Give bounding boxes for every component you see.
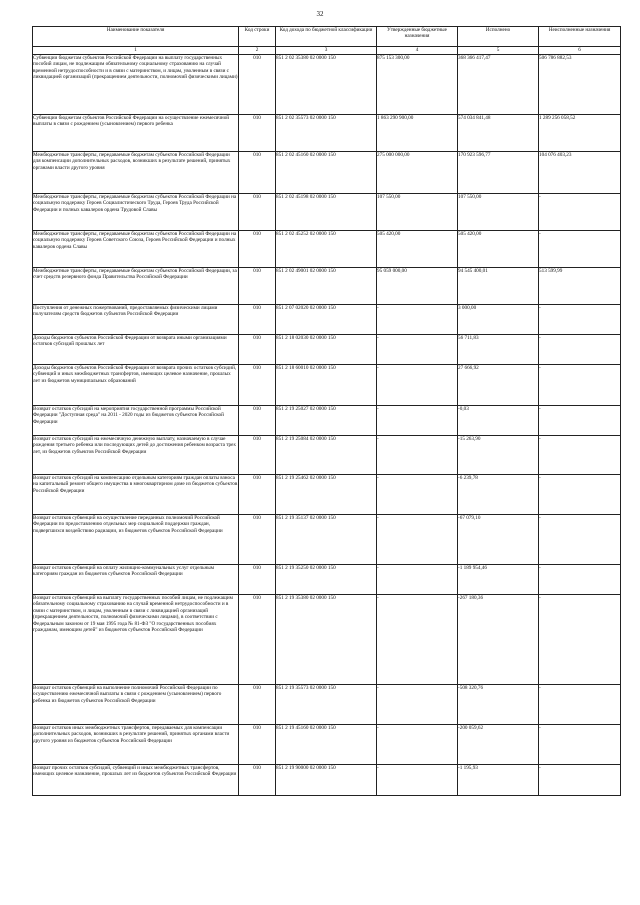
row-approved: - (377, 515, 458, 565)
row-line-code: 010 (239, 194, 276, 231)
page-number: 32 (316, 10, 324, 18)
row-remaining: - (539, 231, 621, 268)
row-line-code: 010 (239, 115, 276, 152)
row-income-code: 851 2 19 45160 02 0000 150 (276, 725, 377, 765)
row-income-code: 851 2 19 25084 02 0000 150 (276, 436, 377, 475)
row-executed: 107 550,00 (458, 194, 539, 231)
table-row (33, 436, 621, 475)
row-remaining: - (539, 406, 621, 436)
table-row (33, 685, 621, 725)
row-line-code: 010 (239, 436, 276, 475)
table-row (33, 565, 621, 595)
row-line-code: 010 (239, 725, 276, 765)
column-index: 6 (539, 47, 621, 55)
row-executed: 56 711,83 (458, 335, 539, 365)
row-approved: - (377, 475, 458, 515)
table-row (33, 406, 621, 436)
row-remaining: - (539, 335, 621, 365)
row-remaining: - (539, 305, 621, 335)
row-name: Субвенции бюджетам субъектов Российской Федерации на выплату государственных пособий лицам, не подлежащим обязательному социальному страхованию на случай временной нетрудоспособности и в связи с материнством, и лицам, уволенным в связи с ликвидацией организаций (прекращением деятельности, полномочий физическими лицами) (33, 55, 239, 115)
row-income-code: 851 2 02 35573 02 0000 150 (276, 115, 377, 152)
row-line-code: 010 (239, 365, 276, 406)
budget-execution-table (32, 26, 621, 796)
row-remaining: - (539, 725, 621, 765)
table-row (33, 194, 621, 231)
row-income-code: 851 2 02 49001 02 0000 150 (276, 268, 377, 305)
row-executed: 574 034 841,48 (458, 115, 539, 152)
table-row (33, 55, 621, 115)
row-approved: 95 059 000,00 (377, 268, 458, 305)
row-remaining: - (539, 595, 621, 685)
row-line-code: 010 (239, 406, 276, 436)
header-name: Наименование показателя (33, 27, 239, 47)
column-index: 3 (276, 47, 377, 55)
row-remaining: - (539, 565, 621, 595)
row-executed: 368 366 417,47 (458, 55, 539, 115)
row-executed: -15 263,90 (458, 436, 539, 475)
table-row (33, 725, 621, 765)
row-name: Межбюджетные трансферты, передаваемые бюджетам субъектов Российской Федерации, за счет средств резервного фонда Правительства Российской Федерации (33, 268, 239, 305)
row-income-code: 851 2 07 02020 02 0000 150 (276, 305, 377, 335)
row-executed: 505 420,00 (458, 231, 539, 268)
table-row (33, 765, 621, 796)
row-line-code: 010 (239, 55, 276, 115)
row-executed: 170 923 596,77 (458, 152, 539, 194)
row-income-code: 851 2 18 02030 02 0000 150 (276, 335, 377, 365)
row-income-code: 851 2 02 35380 02 0000 150 (276, 55, 377, 115)
column-index: 4 (377, 47, 458, 55)
table-row (33, 305, 621, 335)
table-row (33, 231, 621, 268)
row-executed: 3 000,00 (458, 305, 539, 335)
row-income-code: 851 2 02 45160 02 0000 150 (276, 152, 377, 194)
column-index: 2 (239, 47, 276, 55)
row-remaining: 1 289 256 058,52 (539, 115, 621, 152)
column-index: 1 (33, 47, 239, 55)
row-approved: - (377, 765, 458, 796)
row-remaining: - (539, 515, 621, 565)
row-name: Межбюджетные трансферты, передаваемые бюджетам субъектов Российской Федерации на социальную поддержку Героев Социалистического Труда, Героев Труда Российской Федерации и полных кавалеров ордена Трудовой Славы (33, 194, 239, 231)
row-name: Межбюджетные трансферты, передаваемые бюджетам субъектов Российской Федерации на социальную поддержку Героев Советского Союза, Героев Российской Федерации и полных кавалеров ордена Славы (33, 231, 239, 268)
row-approved: - (377, 685, 458, 725)
row-income-code: 851 2 19 90000 02 0000 150 (276, 765, 377, 796)
table-row (33, 515, 621, 565)
row-income-code: 851 2 18 60010 02 0000 150 (276, 365, 377, 406)
row-approved: - (377, 595, 458, 685)
row-line-code: 010 (239, 305, 276, 335)
row-executed: -1 195,93 (458, 765, 539, 796)
header-approved: Утвержденные бюджетные назначения (377, 27, 458, 47)
row-executed: -200 059,62 (458, 725, 539, 765)
row-name: Доходы бюджетов субъектов Российской Федерации от возврата иными организациями остатков субсидий прошлых лет (33, 335, 239, 365)
row-line-code: 010 (239, 565, 276, 595)
row-remaining: 506 786 882,53 (539, 55, 621, 115)
row-approved: - (377, 365, 458, 406)
table-row (33, 115, 621, 152)
table-row (33, 268, 621, 305)
table-row (33, 475, 621, 515)
row-line-code: 010 (239, 231, 276, 268)
row-line-code: 010 (239, 152, 276, 194)
row-approved: 1 863 290 900,00 (377, 115, 458, 152)
row-name: Межбюджетные трансферты, передаваемые бюджетам субъектов Российской Федерации для компенсации дополнительных расходов, возникших в результате решений, принятых органами власти другого уровня (33, 152, 239, 194)
header-executed: Исполнено (458, 27, 539, 47)
row-approved: 275 000 000,00 (377, 152, 458, 194)
table-row (33, 365, 621, 406)
row-approved: - (377, 335, 458, 365)
row-name: Возврат остатков субсидий на мероприятия государственной программы Российской Федерации "Доступная среда" на 2011 - 2020 годы из бюджетов субъектов Российской Федерации (33, 406, 239, 436)
header-line-code: Код строки (239, 27, 276, 47)
row-name: Возврат остатков субсидий на компенсацию отдельным категориям граждан оплаты взноса на капитальный ремонт общего имущества в многоквартирном доме из бюджетов субъектов Российской Федерации (33, 475, 239, 515)
row-income-code: 851 2 19 35573 02 0000 150 (276, 685, 377, 725)
row-remaining: - (539, 685, 621, 725)
row-line-code: 010 (239, 515, 276, 565)
row-line-code: 010 (239, 475, 276, 515)
row-executed: 94 545 400,01 (458, 268, 539, 305)
row-executed: -67 079,10 (458, 515, 539, 565)
row-remaining: - (539, 765, 621, 796)
row-income-code: 851 2 02 45252 02 0000 150 (276, 231, 377, 268)
row-executed: -6 239,78 (458, 475, 539, 515)
row-name: Субвенции бюджетам субъектов Российской Федерации на осуществление ежемесячной выплаты в связи с рождением (усыновлением) первого ребенка (33, 115, 239, 152)
row-approved: 107 550,00 (377, 194, 458, 231)
row-approved: - (377, 565, 458, 595)
row-remaining: - (539, 194, 621, 231)
row-income-code: 851 2 19 35137 02 0000 150 (276, 515, 377, 565)
row-approved: 505 420,00 (377, 231, 458, 268)
row-line-code: 010 (239, 685, 276, 725)
row-approved: 875 153 300,00 (377, 55, 458, 115)
row-remaining: - (539, 365, 621, 406)
row-income-code: 851 2 19 35380 02 0000 150 (276, 595, 377, 685)
row-line-code: 010 (239, 335, 276, 365)
row-executed: -1 189 954,46 (458, 565, 539, 595)
header-remaining: Неисполненные назначения (539, 27, 621, 47)
row-income-code: 851 2 19 35250 02 0000 150 (276, 565, 377, 595)
row-executed: -508 320,76 (458, 685, 539, 725)
row-remaining: 513 599,99 (539, 268, 621, 305)
row-income-code: 851 2 02 45198 02 0000 150 (276, 194, 377, 231)
row-income-code: 851 2 19 25462 02 0000 150 (276, 475, 377, 515)
row-name: Доходы бюджетов субъектов Российской Федерации от возврата прочих остатков субсидий, субвенций и иных межбюджетных трансфертов, имеющих целевое назначение, прошлых лет из бюджетов муниципальных образований (33, 365, 239, 406)
row-approved: - (377, 725, 458, 765)
row-line-code: 010 (239, 595, 276, 685)
row-line-code: 010 (239, 765, 276, 796)
table-row (33, 335, 621, 365)
row-name: Возврат остатков субвенций на оплату жилищно-коммунальных услуг отдельным категориям граждан из бюджетов субъектов Российской Федерации (33, 565, 239, 595)
row-name: Возврат остатков субсидий на ежемесячную денежную выплату, назначаемую в случае рождения третьего ребенка или последующих детей до достижения ребенком возраста трех лет, из бюджетов субъектов Российской Федерации (33, 436, 239, 475)
header-income-code: Код дохода по бюджетной классификации (276, 27, 377, 47)
row-name: Возврат остатков субвенций на осуществление переданных полномочий Российской Федерации по предоставлению отдельных мер социальной поддержки граждан, подвергшихся воздействию радиации, из бюджетов субъектов Российской Федерации (33, 515, 239, 565)
row-executed: -267 180,36 (458, 595, 539, 685)
row-remaining: - (539, 475, 621, 515)
row-name: Поступления от денежных пожертвований, предоставляемых физическими лицами получателям средств бюджетов субъектов Российской Федерации (33, 305, 239, 335)
row-remaining: 104 076 403,23 (539, 152, 621, 194)
row-name: Возврат остатков иных межбюджетных трансфертов, передаваемых для компенсации дополнительных расходов, возникших в результате решений, принятых органами власти другого уровня из бюджетов субъектов Российской Федерации (33, 725, 239, 765)
row-approved: - (377, 436, 458, 475)
table-row (33, 152, 621, 194)
table-row (33, 595, 621, 685)
row-income-code: 851 2 19 25027 02 0000 150 (276, 406, 377, 436)
row-executed: 27 666,92 (458, 365, 539, 406)
row-name: Возврат остатков субвенций на выполнение полномочий Российской Федерации по осуществлению ежемесячной выплаты в связи с рождением (усыновлением) первого ребенка из бюджетов субъектов Российской Федерации (33, 685, 239, 725)
column-index-row (33, 47, 621, 55)
header-row (33, 27, 621, 47)
row-name: Возврат прочих остатков субсидий, субвенций и иных межбюджетных трансфертов, имеющих целевое назначение, прошлых лет из бюджетов субъектов Российской Федерации (33, 765, 239, 796)
column-index: 5 (458, 47, 539, 55)
row-line-code: 010 (239, 268, 276, 305)
row-name: Возврат остатков субвенций на выплату государственных пособий лицам, не подлежащим обязательному социальному страхованию на случай временной нетрудоспособности и в связи с материнством, и лицам, уволенным в связи с ликвидацией организаций (прекращением деятельности, полномочий физическими лицами), в соответствии с Федеральным законом от 19 мая 1995 года № 81-ФЗ "О государственных пособиях гражданам, имеющим детей" из бюджетов субъектов Российской Федерации (33, 595, 239, 685)
row-remaining: - (539, 436, 621, 475)
row-approved: - (377, 406, 458, 436)
row-executed: -0,03 (458, 406, 539, 436)
row-approved: - (377, 305, 458, 335)
